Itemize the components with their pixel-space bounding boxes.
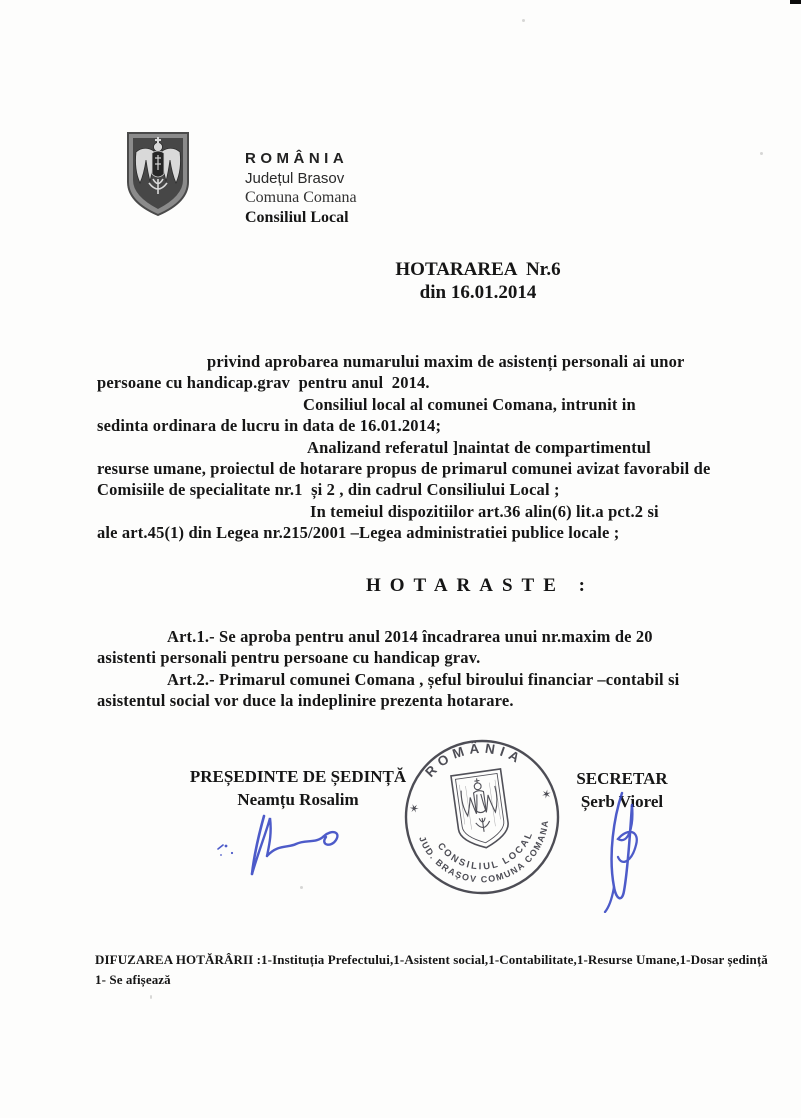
svg-text:JUD. BRAȘOV COMUNA COMANA — [417, 817, 558, 893]
preamble — [97, 351, 787, 544]
president-role: PREȘEDINTE DE ȘEDINȚĂ — [189, 767, 407, 786]
body-line: ale art.45(1) din Legea nr.215/2001 –Legea administratiei publice locale ; — [97, 523, 620, 543]
header-commune: Comuna Comana — [245, 189, 357, 206]
scan-speck — [760, 152, 763, 155]
title-date: din 16.01.2014 — [419, 282, 537, 303]
stamp-body-text: CONSILIUL LOCAL — [434, 829, 536, 873]
coat-of-arms-icon — [124, 130, 192, 218]
scan-speck — [300, 886, 303, 889]
decision-heading: HOTARASTE : — [366, 575, 594, 596]
scan-artifact-corner — [790, 0, 801, 4]
distribution-footer — [95, 950, 795, 989]
document-header — [245, 150, 357, 227]
official-stamp — [399, 734, 565, 900]
article-line: asistentul social vor duce la indeplinire prezenta hotarare. — [97, 691, 514, 711]
decision-heading-wrap — [280, 575, 680, 597]
secretary-role: SECRETAR — [576, 769, 668, 788]
stamp-star-left: ✶ — [406, 802, 423, 815]
articles — [97, 626, 797, 712]
body-line: persoane cu handicap.grav pentru anul 2014. — [97, 373, 430, 393]
body-line: Comisiile de specialitate nr.1 și 2 , din cadrul Consiliului Local ; — [97, 480, 560, 500]
scan-speck — [522, 19, 525, 22]
body-line: In temeiul dispozitiilor art.36 alin(6) lit.a pct.2 si — [310, 501, 659, 521]
secretary-signature-ink — [588, 783, 658, 913]
scan-speck — [150, 995, 152, 999]
body-line: privind aprobarea numarului maxim de asistenți personali ai unor — [207, 352, 685, 371]
body-line: resurse umane, proiectul de hotarare propus de primarul comunei avizat favorabil de — [97, 459, 711, 479]
title-number: HOTARAREA Nr.6 — [395, 259, 561, 280]
svg-text:✶ — [406, 801, 424, 817]
body-line: Analizand referatul ]naintat de compartimentul — [307, 437, 651, 457]
article-line: Art.1.- Se aproba pentru anul 2014 încadrarea unui nr.maxim de 20 — [167, 627, 653, 646]
body-line: Consiliul local al comunei Comana, intrunit in — [303, 394, 636, 414]
secretary-name: Șerb Viorel — [580, 792, 664, 811]
article-line: asistenti personali pentru persoane cu handicap grav. — [97, 648, 481, 668]
president-signature-ink — [212, 798, 362, 878]
header-county: Județul Brasov — [245, 170, 345, 187]
article-line: Art.2.- Primarul comunei Comana , șeful biroului financiar –contabil si — [167, 669, 680, 689]
stamp-jurisdiction-text: JUD. BRAȘOV COMUNA COMANA — [417, 818, 551, 885]
footer-line: 1- Se afișează — [95, 971, 171, 987]
header-country: ROMÂNIA — [245, 150, 349, 167]
footer-line: DIFUZAREA HOTĂRÂRII :1-Instituția Prefectului,1-Asistent social,1-Contabilitate,1-Resurse Umane,1-Dosar ședință — [95, 952, 768, 967]
stamp-country-text: ROMÂNIA — [422, 740, 527, 780]
president-name: Neamțu Rosalim — [237, 790, 359, 809]
document-title — [318, 258, 638, 304]
header-council: Consiliul Local — [245, 209, 349, 226]
body-line: sedinta ordinara de lucru in data de 16.01.2014; — [97, 416, 442, 436]
stamp-star-right: ✶ — [537, 787, 555, 802]
